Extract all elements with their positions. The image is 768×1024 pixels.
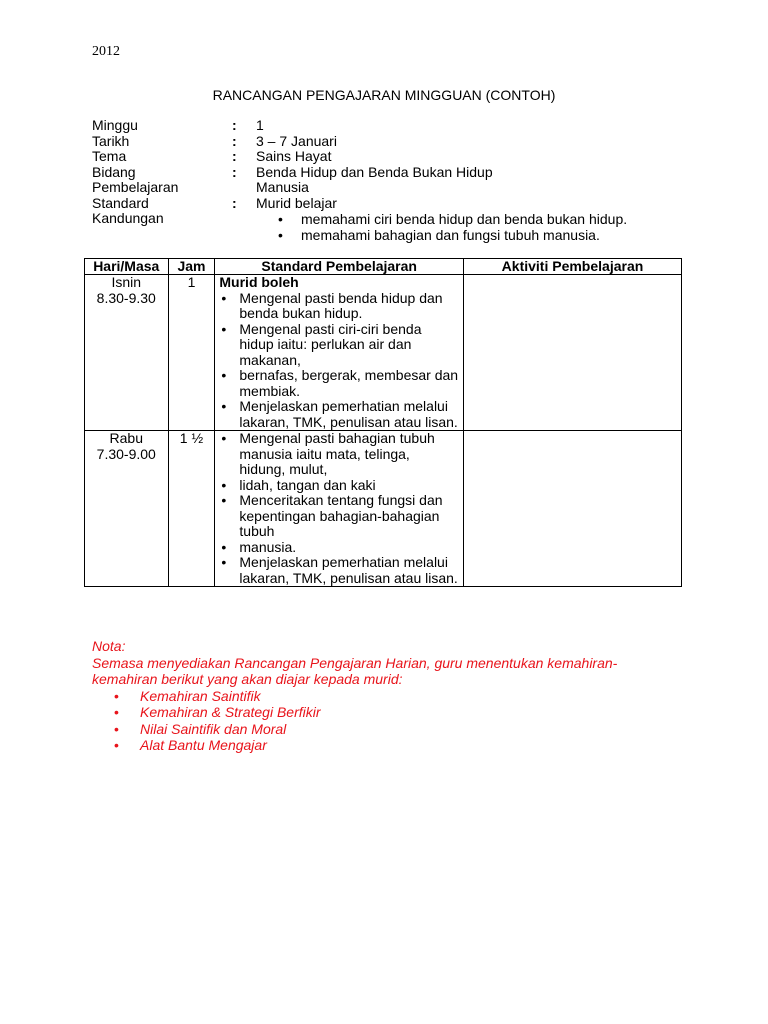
day: Rabu <box>109 430 143 446</box>
list-item: • Mengenal pasti benda hidup dan benda bukan hidup. <box>219 291 459 322</box>
colon: : <box>232 194 237 211</box>
bidang-label: Bidang <box>92 163 136 180</box>
aktiviti-cell <box>463 431 681 587</box>
tema-value: Sains Hayat <box>256 148 332 164</box>
standard-intro: Murid boleh <box>219 274 299 290</box>
meta-row-minggu <box>92 118 692 134</box>
bidang-label-cont: Pembelajaran <box>92 179 179 195</box>
list-item: • Mengenal pasti ciri-ciri benda hidup iaitu: perlukan air dan makanan, <box>219 322 459 369</box>
standard-list <box>278 211 627 243</box>
header-aktiviti-pembelajaran: Aktiviti Pembelajaran <box>463 259 681 275</box>
list-item: • bernafas, bergerak, membesar dan membiak. <box>219 368 459 399</box>
nota-heading: Nota: <box>92 638 126 654</box>
meta-row-standard <box>92 196 692 212</box>
standard-label-cont: Kandungan <box>92 210 164 226</box>
document-year: 2012 <box>92 44 120 59</box>
list-item: • Menceritakan tentang fungsi dan kepentingan bahagian-bahagian tubuh <box>219 493 459 540</box>
minggu-label: Minggu <box>92 117 138 133</box>
standard-items <box>219 431 459 586</box>
jam-cell: 1 <box>168 275 215 431</box>
meta-row-tema <box>92 149 692 165</box>
list-item: • Menjelaskan pemerhatian melalui lakaran, TMK, penulisan atau lisan. <box>219 555 459 586</box>
list-item: • manusia. <box>219 540 459 556</box>
header-standard-pembelajaran: Standard Pembelajaran <box>215 259 464 275</box>
nota-item: • Kemahiran & Strategi Berfikir <box>114 704 652 721</box>
standard-item: • memahami bahagian dan fungsi tubuh manusia. <box>278 227 627 243</box>
meta-block <box>92 117 692 243</box>
table-row <box>85 431 682 587</box>
colon: : <box>232 148 237 164</box>
header-hari-masa: Hari/Masa <box>85 259 169 275</box>
meta-row-bidang <box>92 165 692 181</box>
day-time-cell <box>85 431 169 587</box>
nota-block <box>92 638 652 754</box>
colon: : <box>232 132 237 149</box>
bidang-value-cont: Manusia <box>256 179 309 195</box>
header-jam: Jam <box>168 259 215 275</box>
nota-item: • Kemahiran Saintifik <box>114 688 652 705</box>
day: Isnin <box>111 274 142 290</box>
standard-items <box>219 291 459 431</box>
jam-cell: 1 ½ <box>168 431 215 587</box>
lesson-table <box>84 258 682 587</box>
list-item: • Menjelaskan pemerhatian melalui lakaran, TMK, penulisan atau lisan. <box>219 399 459 430</box>
document-title: RANCANGAN PENGAJARAN MINGGUAN (CONTOH) <box>212 87 556 103</box>
time: 7.30-9.00 <box>96 445 156 462</box>
nota-item: • Alat Bantu Mengajar <box>114 737 652 754</box>
standard-label: Standard <box>92 194 149 211</box>
meta-row-tarikh <box>92 134 692 150</box>
nota-list <box>92 688 652 754</box>
list-item: • lidah, tangan dan kaki <box>219 478 459 494</box>
day-time-cell <box>85 275 169 431</box>
nota-text: Semasa menyediakan Rancangan Pengajaran Harian, guru menentukan kemahiran-kemahiran berikut yang akan diajar kepada murid: <box>92 654 618 687</box>
standard-cell <box>215 275 464 431</box>
aktiviti-cell <box>463 275 681 431</box>
colon: : <box>232 163 237 180</box>
table-header-row <box>85 259 682 275</box>
standard-item: • memahami ciri benda hidup dan benda bukan hidup. <box>278 211 627 227</box>
tarikh-value: 3 – 7 Januari <box>256 132 337 149</box>
table-row <box>85 275 682 431</box>
nota-item: • Nilai Saintifik dan Moral <box>114 721 652 738</box>
tarikh-label: Tarikh <box>92 132 130 149</box>
standard-value: Murid belajar <box>256 194 337 211</box>
list-item: • Mengenal pasti bahagian tubuh manusia iaitu mata, telinga, hidung, mulut, <box>219 431 459 478</box>
meta-row-bidang-cont <box>92 180 692 196</box>
tema-label: Tema <box>92 148 127 164</box>
standard-cell <box>215 431 464 587</box>
time: 8.30-9.30 <box>96 289 156 306</box>
bidang-value: Benda Hidup dan Benda Bukan Hidup <box>256 163 493 180</box>
colon: : <box>232 117 237 133</box>
minggu-value: 1 <box>256 117 264 133</box>
